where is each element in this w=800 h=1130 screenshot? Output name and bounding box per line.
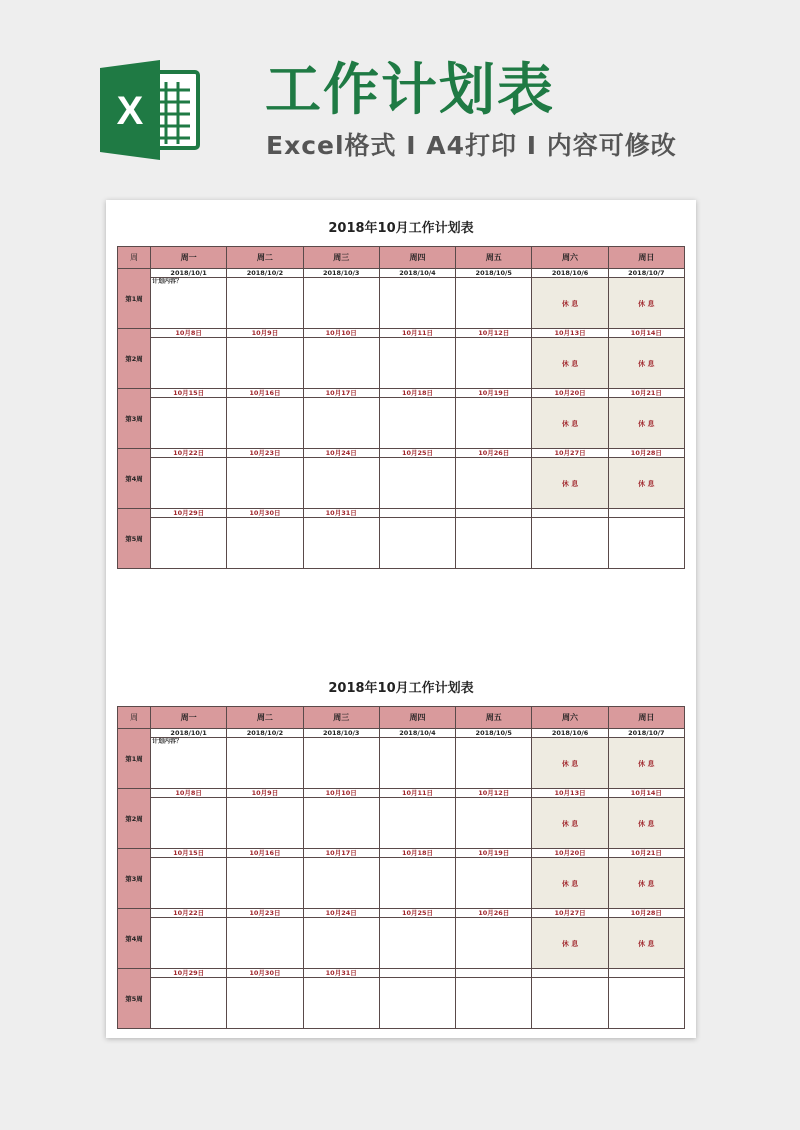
plan-cell[interactable] (227, 738, 303, 789)
weekday-header: 周六 (532, 247, 608, 269)
date-row (118, 389, 685, 398)
date-cell: 10月17日 (303, 849, 379, 858)
plan-cell[interactable] (532, 458, 608, 509)
date-cell: 10月16日 (227, 389, 303, 398)
date-row (118, 909, 685, 918)
plan-cell[interactable] (608, 978, 684, 1029)
rest-label: 休 息 (638, 760, 655, 768)
week-label: 第2周 (118, 789, 151, 849)
plan-cell[interactable] (303, 858, 379, 909)
date-cell: 2018/10/7 (608, 269, 684, 278)
rest-label: 休 息 (561, 760, 579, 768)
rest-label: 休 息 (638, 300, 655, 308)
plan-cell[interactable] (456, 858, 532, 909)
date-cell: 10月8日 (151, 329, 227, 338)
date-cell: 10月29日 (151, 509, 227, 518)
week-column-header: 周 (118, 247, 151, 269)
plan-cell[interactable] (151, 858, 227, 909)
week-label: 第3周 (118, 849, 151, 909)
date-cell: 10月22日 (151, 449, 227, 458)
plan-cell[interactable] (151, 738, 227, 789)
date-cell: 10月12日 (456, 329, 532, 338)
weekday-header: 周二 (227, 707, 303, 729)
plan-cell[interactable] (227, 278, 303, 329)
weekday-header: 周五 (456, 247, 532, 269)
plan-row (118, 278, 685, 329)
date-cell: 10月23日 (227, 449, 303, 458)
date-cell: 2018/10/1 (151, 269, 227, 278)
rest-label: 休 息 (561, 480, 579, 488)
date-cell: 10月26日 (456, 909, 532, 918)
plan-row (118, 398, 685, 449)
plan-cell[interactable] (532, 738, 608, 789)
plan-cell[interactable] (227, 398, 303, 449)
date-row (118, 969, 685, 978)
date-cell: 10月17日 (303, 389, 379, 398)
week-label: 第5周 (118, 509, 151, 569)
plan-cell[interactable] (456, 918, 532, 969)
plan-cell[interactable] (151, 458, 227, 509)
page-header (0, 0, 800, 190)
plan-cell[interactable] (532, 518, 608, 569)
week-label: 第2周 (118, 329, 151, 389)
plan-cell[interactable] (379, 798, 455, 849)
date-row (118, 449, 685, 458)
date-cell: 2018/10/2 (227, 729, 303, 738)
plan-cell[interactable] (151, 278, 227, 329)
plan-cell[interactable] (608, 798, 684, 849)
date-cell: 10月11日 (379, 789, 455, 798)
plan-cell[interactable] (379, 918, 455, 969)
date-cell: 2018/10/4 (379, 269, 455, 278)
plan-cell[interactable] (608, 338, 684, 389)
date-cell: 10月27日 (532, 449, 608, 458)
date-cell: 2018/10/4 (379, 729, 455, 738)
plan-note: 计划内容？ (152, 738, 183, 745)
date-cell: 10月31日 (303, 509, 379, 518)
date-cell (532, 509, 608, 518)
date-cell (456, 509, 532, 518)
date-cell: 10月27日 (532, 909, 608, 918)
plan-cell[interactable] (456, 278, 532, 329)
date-cell (608, 509, 684, 518)
date-cell: 10月14日 (608, 789, 684, 798)
plan-cell[interactable] (456, 978, 532, 1029)
date-cell: 10月26日 (456, 449, 532, 458)
plan-cell[interactable] (608, 738, 684, 789)
plan-row (118, 458, 685, 509)
date-cell: 10月31日 (303, 969, 379, 978)
plan-row (118, 858, 685, 909)
weekday-header: 周五 (456, 707, 532, 729)
calendar-table (117, 706, 685, 1029)
svg-text:X: X (116, 89, 144, 133)
weekday-header-row (118, 707, 685, 729)
date-cell: 2018/10/3 (303, 269, 379, 278)
date-cell: 10月9日 (227, 329, 303, 338)
date-cell: 10月30日 (227, 509, 303, 518)
date-cell: 10月15日 (151, 849, 227, 858)
weekday-header: 周三 (303, 707, 379, 729)
date-cell: 10月13日 (532, 789, 608, 798)
plan-cell[interactable] (379, 458, 455, 509)
weekday-header: 周三 (303, 247, 379, 269)
plan-cell[interactable] (151, 518, 227, 569)
date-cell: 2018/10/3 (303, 729, 379, 738)
plan-cell[interactable] (608, 918, 684, 969)
plan-cell[interactable] (303, 978, 379, 1029)
week-label: 第4周 (118, 909, 151, 969)
date-cell: 10月22日 (151, 909, 227, 918)
plan-cell[interactable] (303, 278, 379, 329)
plan-cell[interactable] (608, 858, 684, 909)
plan-cell[interactable] (532, 918, 608, 969)
date-cell: 2018/10/7 (608, 729, 684, 738)
plan-cell[interactable] (379, 338, 455, 389)
plan-cell[interactable] (303, 738, 379, 789)
weekday-header: 周日 (608, 247, 684, 269)
date-cell: 2018/10/5 (456, 729, 532, 738)
week-label: 第3周 (118, 389, 151, 449)
date-row (118, 509, 685, 518)
week-label: 第5周 (118, 969, 151, 1029)
rest-label: 休 息 (638, 420, 655, 428)
plan-row (118, 738, 685, 789)
date-cell: 10月10日 (303, 329, 379, 338)
date-cell: 10月20日 (532, 849, 608, 858)
plan-cell[interactable] (227, 518, 303, 569)
calendar-title: 2018年10月工作计划表 (328, 681, 474, 696)
plan-cell[interactable] (227, 338, 303, 389)
plan-cell[interactable] (303, 458, 379, 509)
date-cell: 10月8日 (151, 789, 227, 798)
plan-cell[interactable] (608, 458, 684, 509)
plan-cell[interactable] (227, 918, 303, 969)
rest-label: 休 息 (638, 360, 655, 368)
excel-logo-icon (100, 60, 204, 160)
plan-row (118, 518, 685, 569)
page-subtitle: Excel格式 I A4打印 I 内容可修改 (266, 131, 677, 160)
plan-cell[interactable] (379, 518, 455, 569)
plan-cell[interactable] (227, 458, 303, 509)
rest-label: 休 息 (561, 880, 579, 888)
rest-label: 休 息 (638, 940, 655, 948)
plan-cell[interactable] (532, 798, 608, 849)
weekday-header: 周一 (151, 707, 227, 729)
weekday-header: 周四 (379, 707, 455, 729)
date-cell: 10月28日 (608, 449, 684, 458)
date-cell: 10月16日 (227, 849, 303, 858)
date-row (118, 789, 685, 798)
date-cell (532, 969, 608, 978)
plan-cell[interactable] (303, 798, 379, 849)
date-cell: 10月10日 (303, 789, 379, 798)
plan-row (118, 918, 685, 969)
date-cell: 10月15日 (151, 389, 227, 398)
date-cell: 10月9日 (227, 789, 303, 798)
plan-cell[interactable] (379, 858, 455, 909)
date-cell: 10月25日 (379, 909, 455, 918)
rest-label: 休 息 (561, 420, 579, 428)
date-cell: 10月21日 (608, 389, 684, 398)
plan-cell[interactable] (151, 398, 227, 449)
date-cell: 10月24日 (303, 449, 379, 458)
plan-cell[interactable] (456, 518, 532, 569)
plan-cell[interactable] (379, 978, 455, 1029)
date-cell (608, 969, 684, 978)
date-cell: 2018/10/5 (456, 269, 532, 278)
plan-cell[interactable] (151, 798, 227, 849)
date-cell: 10月28日 (608, 909, 684, 918)
date-cell: 10月24日 (303, 909, 379, 918)
plan-cell[interactable] (379, 278, 455, 329)
plan-cell[interactable] (303, 918, 379, 969)
date-row (118, 329, 685, 338)
plan-cell[interactable] (456, 338, 532, 389)
rest-label: 休 息 (638, 480, 655, 488)
date-cell: 10月18日 (379, 849, 455, 858)
calendar-title: 2018年10月工作计划表 (328, 221, 474, 236)
date-cell: 10月29日 (151, 969, 227, 978)
week-column-header: 周 (118, 707, 151, 729)
plan-cell[interactable] (379, 738, 455, 789)
week-label: 第1周 (118, 729, 151, 789)
weekday-header: 周二 (227, 247, 303, 269)
date-cell (456, 969, 532, 978)
plan-cell[interactable] (456, 798, 532, 849)
plan-row (118, 338, 685, 389)
plan-cell[interactable] (532, 338, 608, 389)
plan-cell[interactable] (227, 798, 303, 849)
date-cell: 10月14日 (608, 329, 684, 338)
rest-label: 休 息 (638, 880, 655, 888)
plan-cell[interactable] (532, 398, 608, 449)
date-cell: 10月19日 (456, 849, 532, 858)
date-cell: 10月21日 (608, 849, 684, 858)
plan-cell[interactable] (608, 278, 684, 329)
plan-cell[interactable] (532, 278, 608, 329)
plan-cell[interactable] (532, 978, 608, 1029)
plan-cell[interactable] (608, 518, 684, 569)
weekday-header: 周日 (608, 707, 684, 729)
date-cell: 10月30日 (227, 969, 303, 978)
plan-cell[interactable] (151, 338, 227, 389)
date-cell: 10月25日 (379, 449, 455, 458)
plan-cell[interactable] (151, 978, 227, 1029)
date-row (118, 849, 685, 858)
plan-row (118, 798, 685, 849)
weekday-header: 周六 (532, 707, 608, 729)
plan-note: 计划内容？ (152, 278, 183, 285)
rest-label: 休 息 (561, 300, 579, 308)
plan-cell[interactable] (151, 918, 227, 969)
date-cell: 2018/10/6 (532, 729, 608, 738)
date-cell: 2018/10/1 (151, 729, 227, 738)
plan-cell[interactable] (227, 858, 303, 909)
week-label: 第4周 (118, 449, 151, 509)
date-row (118, 269, 685, 278)
date-cell: 10月11日 (379, 329, 455, 338)
plan-cell[interactable] (456, 738, 532, 789)
date-cell: 10月18日 (379, 389, 455, 398)
document-page (106, 200, 696, 1038)
plan-cell[interactable] (303, 518, 379, 569)
rest-label: 休 息 (561, 360, 579, 368)
date-row (118, 729, 685, 738)
date-cell: 10月13日 (532, 329, 608, 338)
weekday-header: 周一 (151, 247, 227, 269)
plan-row (118, 978, 685, 1029)
plan-cell[interactable] (303, 398, 379, 449)
plan-cell[interactable] (608, 398, 684, 449)
weekday-header: 周四 (379, 247, 455, 269)
rest-label: 休 息 (638, 820, 655, 828)
date-cell (379, 509, 455, 518)
date-cell: 10月20日 (532, 389, 608, 398)
calendar-table (117, 246, 685, 569)
date-cell: 2018/10/2 (227, 269, 303, 278)
rest-label: 休 息 (561, 940, 579, 948)
plan-cell[interactable] (227, 978, 303, 1029)
date-cell: 2018/10/6 (532, 269, 608, 278)
date-cell: 10月23日 (227, 909, 303, 918)
plan-cell[interactable] (532, 858, 608, 909)
plan-cell[interactable] (379, 398, 455, 449)
date-cell: 10月12日 (456, 789, 532, 798)
plan-cell[interactable] (456, 458, 532, 509)
date-cell: 10月19日 (456, 389, 532, 398)
plan-cell[interactable] (456, 398, 532, 449)
page-title: 工作计划表 (265, 58, 555, 123)
week-label: 第1周 (118, 269, 151, 329)
plan-cell[interactable] (303, 338, 379, 389)
rest-label: 休 息 (561, 820, 579, 828)
date-cell (379, 969, 455, 978)
weekday-header-row (118, 247, 685, 269)
